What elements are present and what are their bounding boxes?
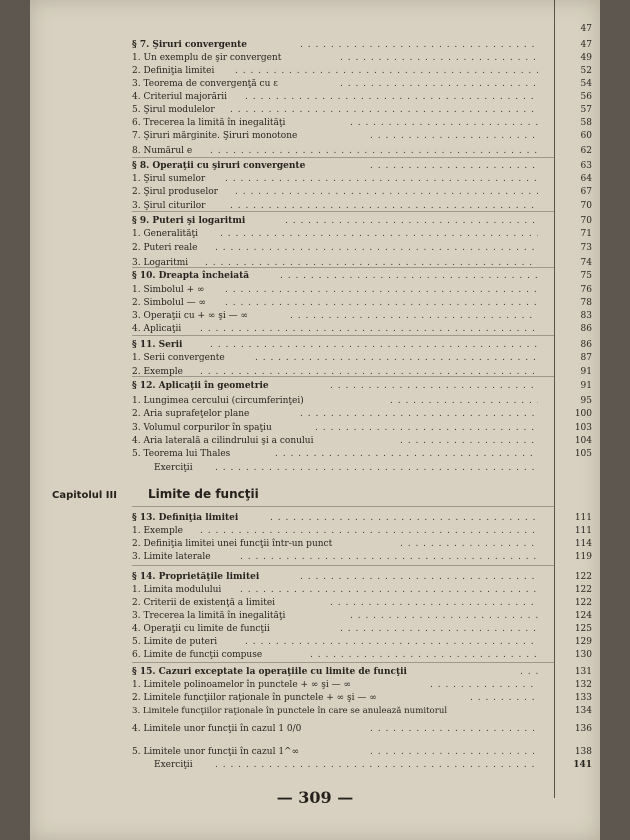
toc-section-10 [30, 270, 600, 282]
item-title: 3. Logaritmi [132, 257, 191, 269]
chapter-title: Limite de funcţii [148, 487, 259, 501]
toc-exercises [30, 462, 600, 474]
item-page: 64 [580, 174, 592, 184]
item-title: 3. Limite laterale [132, 551, 214, 563]
item-page: 100 [574, 409, 592, 419]
item-page: 125 [574, 624, 592, 634]
leader-dots [400, 538, 538, 550]
item-page: 70 [580, 201, 592, 211]
item-title: 4. Aplicaţii [132, 323, 184, 335]
leader-dots [520, 666, 538, 678]
item-page: 129 [574, 637, 592, 647]
item-title: 3. Teorema de convergenţă cu ε [132, 78, 281, 90]
toc-item [30, 310, 600, 322]
item-page: 122 [574, 585, 592, 595]
toc-top-entry [30, 23, 600, 35]
item-page: 78 [580, 298, 592, 308]
toc-section-15 [30, 666, 600, 678]
item-page: 134 [574, 706, 592, 716]
toc-item [30, 78, 600, 90]
section-page: 122 [574, 572, 592, 582]
item-title: 5. Teorema lui Thales [132, 448, 233, 460]
section-separator [132, 506, 554, 507]
item-page: 57 [580, 105, 592, 115]
leader-dots [370, 723, 538, 735]
item-title: 1. Exemple [132, 525, 186, 537]
leader-dots [390, 395, 538, 407]
item-page: 124 [574, 611, 592, 621]
toc-item [30, 679, 600, 691]
item-page: 52 [580, 66, 592, 76]
toc-section-12 [30, 380, 600, 392]
toc-item [30, 636, 600, 648]
item-title: 2. Simbolul — ∞ [132, 297, 209, 309]
leader-dots [200, 323, 538, 335]
toc-item [30, 692, 600, 704]
toc-item [30, 91, 600, 103]
toc-item [30, 65, 600, 77]
book-page [30, 0, 600, 840]
toc-item [30, 597, 600, 609]
item-page: 91 [580, 367, 592, 377]
toc-item [30, 104, 600, 116]
toc-item [30, 130, 600, 142]
leader-dots [340, 78, 538, 90]
toc-item [30, 610, 600, 622]
section-page: 86 [580, 340, 592, 350]
item-page: 104 [574, 436, 592, 446]
section-title: § 14. Proprietăţile limitei [132, 571, 262, 583]
item-page: 103 [574, 423, 592, 433]
section-separator [132, 376, 554, 377]
item-page: 122 [574, 598, 592, 608]
leader-dots [200, 525, 538, 537]
item-title: 1. Generalităţi [132, 228, 201, 240]
item-title: 2. Definiţia limitei unei funcţii într-un punct [132, 538, 335, 550]
leader-dots [230, 104, 538, 116]
toc-section-14 [30, 571, 600, 583]
item-page: 114 [574, 539, 592, 549]
leader-dots [235, 65, 538, 77]
item-page: 76 [580, 285, 592, 295]
item-page: 105 [574, 449, 592, 459]
section-separator [132, 267, 554, 268]
leader-dots [350, 610, 538, 622]
item-title: 1. Lungimea cercului (circumferinţei) [132, 395, 307, 407]
section-title: § 10. Dreapta încheiată [132, 270, 252, 282]
item-page: 132 [574, 680, 592, 690]
item-title: 2. Şirul produselor [132, 186, 221, 198]
section-title: § 8. Operaţii cu şiruri convergente [132, 160, 308, 172]
toc-item [30, 623, 600, 635]
leader-dots [310, 649, 538, 661]
item-title: 5. Limitele unor funcţii în cazul 1^∞ [132, 746, 302, 758]
leader-dots [315, 422, 538, 434]
leader-dots [340, 623, 538, 635]
item-title: 3. Trecerea la limită în inegalităţi [132, 610, 288, 622]
item-page: 58 [580, 118, 592, 128]
toc-item [30, 117, 600, 129]
item-page: 133 [574, 693, 592, 703]
leader-dots [350, 117, 538, 129]
item-title: 8. Numărul e [132, 145, 195, 157]
item-title: 2. Definiţia limitei [132, 65, 217, 77]
leader-dots [270, 512, 538, 524]
toc-item [30, 297, 600, 309]
item-page: 141 [573, 760, 592, 770]
toc-item [30, 746, 600, 758]
section-separator [132, 157, 554, 158]
toc-item [30, 538, 600, 550]
toc-item [30, 435, 600, 447]
toc-item [30, 551, 600, 563]
item-title: 3. Operaţii cu + ∞ şi — ∞ [132, 310, 251, 322]
toc-item [30, 723, 600, 735]
leader-dots [275, 448, 538, 460]
item-page: 130 [574, 650, 592, 660]
section-page: 131 [574, 667, 592, 677]
item-title: 5. Limite de puteri [132, 636, 220, 648]
item-page: 138 [574, 747, 592, 757]
item-title: 5. Şirul modulelor [132, 104, 218, 116]
section-page: 91 [580, 381, 592, 391]
item-title: 3. Limitele funcţiilor raţionale în punctele în care se anulează numitorul [132, 705, 450, 717]
toc-item [30, 173, 600, 185]
section-title: § 15. Cazuri exceptate la operaţiile cu limite de funcţii [132, 666, 410, 678]
toc-item [30, 395, 600, 407]
leader-dots [245, 91, 538, 103]
item-page: 136 [574, 724, 592, 734]
toc-item [30, 705, 600, 717]
item-page: 67 [580, 187, 592, 197]
item-title: 4. Operaţii cu limite de funcţii [132, 623, 273, 635]
item-title: 6. Trecerea la limită în inegalităţi [132, 117, 288, 129]
item-title: 6. Limite de funcţii compuse [132, 649, 265, 661]
toc-item [30, 323, 600, 335]
item-page: 95 [580, 396, 592, 406]
section-separator [132, 211, 554, 212]
section-separator [132, 565, 554, 566]
item-page: 60 [580, 131, 592, 141]
item-page: 73 [580, 243, 592, 253]
leader-dots [280, 270, 538, 282]
leader-dots [210, 339, 538, 351]
item-title: 1. Un exemplu de şir convergent [132, 52, 284, 64]
item-title: 3. Şirul citurilor [132, 200, 208, 212]
item-title: 1. Simbolul + ∞ [132, 284, 208, 296]
toc-item [30, 186, 600, 198]
section-title: § 11. Serii [132, 339, 185, 351]
leader-dots [430, 679, 538, 691]
leader-dots [255, 352, 538, 364]
leader-dots [235, 186, 538, 198]
section-page: 47 [580, 40, 592, 50]
leader-dots [470, 692, 538, 704]
section-title: § 12. Aplicaţii în geometrie [132, 380, 272, 392]
leader-dots [215, 759, 538, 771]
toc-section-8 [30, 160, 600, 172]
leader-dots [285, 215, 538, 227]
leader-dots [370, 160, 538, 172]
toc-item [30, 525, 600, 537]
toc-section-11 [30, 339, 600, 351]
item-title: 1. Şirul sumelor [132, 173, 208, 185]
page-number: — 309 — [276, 788, 354, 807]
item-title: 4. Limitele unor funcţii în cazul 1 0/0 [132, 723, 304, 735]
item-title: 2. Exemple [132, 366, 186, 378]
section-page: 75 [580, 271, 592, 281]
section-title: § 13. Definiţia limitei [132, 512, 241, 524]
item-page: 86 [580, 324, 592, 334]
leader-dots [330, 597, 538, 609]
item-title: Exerciţii [154, 462, 196, 474]
item-page: 62 [580, 146, 592, 156]
item-page: 74 [580, 258, 592, 268]
leader-dots [225, 297, 538, 309]
item-page: 111 [574, 526, 592, 536]
toc-item [30, 448, 600, 460]
leader-dots [210, 145, 538, 157]
section-title: § 7. Şiruri convergente [132, 39, 250, 51]
leader-dots [300, 408, 538, 420]
toc-item [30, 284, 600, 296]
section-page: 70 [580, 216, 592, 226]
leader-dots [300, 39, 538, 51]
leader-dots [215, 462, 538, 474]
item-title: 1. Limita modulului [132, 584, 224, 596]
item-title: Exerciţii [154, 759, 196, 771]
section-title: § 9. Puteri şi logaritmi [132, 215, 248, 227]
leader-dots [245, 636, 538, 648]
leader-dots [370, 130, 538, 142]
item-title: 1. Limitele polinoamelor în punctele + ∞ şi — ∞ [132, 679, 354, 691]
item-page: 83 [580, 311, 592, 321]
toc-exercises [30, 759, 600, 771]
section-page: 111 [574, 513, 592, 523]
item-page: 87 [580, 353, 592, 363]
item-title: 2. Limitele funcţiilor raţionale în punctele + ∞ şi — ∞ [132, 692, 380, 704]
item-page: 56 [580, 92, 592, 102]
toc-item [30, 242, 600, 254]
leader-dots [370, 746, 538, 758]
item-title: 4. Criteriul majorării [132, 91, 230, 103]
toc-item [30, 228, 600, 240]
toc-item [30, 408, 600, 420]
leader-dots [300, 571, 538, 583]
section-separator [132, 662, 554, 663]
toc-item [30, 649, 600, 661]
item-title: 2. Aria suprafeţelor plane [132, 408, 252, 420]
item-page: 119 [574, 552, 592, 562]
item-title: 2. Puteri reale [132, 242, 200, 254]
leader-dots [290, 310, 538, 322]
leader-dots [400, 435, 538, 447]
leader-dots [225, 173, 538, 185]
toc-top-page: 47 [580, 24, 592, 34]
leader-dots [225, 284, 538, 296]
leader-dots [220, 228, 538, 240]
toc-item [30, 584, 600, 596]
item-page: 49 [580, 53, 592, 63]
toc-item [30, 422, 600, 434]
item-title: 1. Serii convergente [132, 352, 228, 364]
leader-dots [330, 380, 538, 392]
item-title: 4. Aria laterală a cilindrului şi a conului [132, 435, 316, 447]
section-page: 63 [580, 161, 592, 171]
leader-dots [340, 52, 538, 64]
toc-item [30, 52, 600, 64]
item-page: 71 [580, 229, 592, 239]
toc-section-9 [30, 215, 600, 227]
item-title: 2. Criterii de existenţă a limitei [132, 597, 278, 609]
leader-dots [215, 242, 538, 254]
item-title: 7. Şiruri mărginite. Şiruri monotone [132, 130, 300, 142]
section-separator [132, 335, 554, 336]
toc-section-7 [30, 39, 600, 51]
toc-item [30, 352, 600, 364]
toc-item [30, 145, 600, 157]
toc-section-13 [30, 512, 600, 524]
leader-dots [240, 551, 538, 563]
item-page: 54 [580, 79, 592, 89]
chapter-label: Capitolul III [52, 490, 117, 501]
leader-dots [240, 584, 538, 596]
item-title: 3. Volumul corpurilor în spaţiu [132, 422, 275, 434]
